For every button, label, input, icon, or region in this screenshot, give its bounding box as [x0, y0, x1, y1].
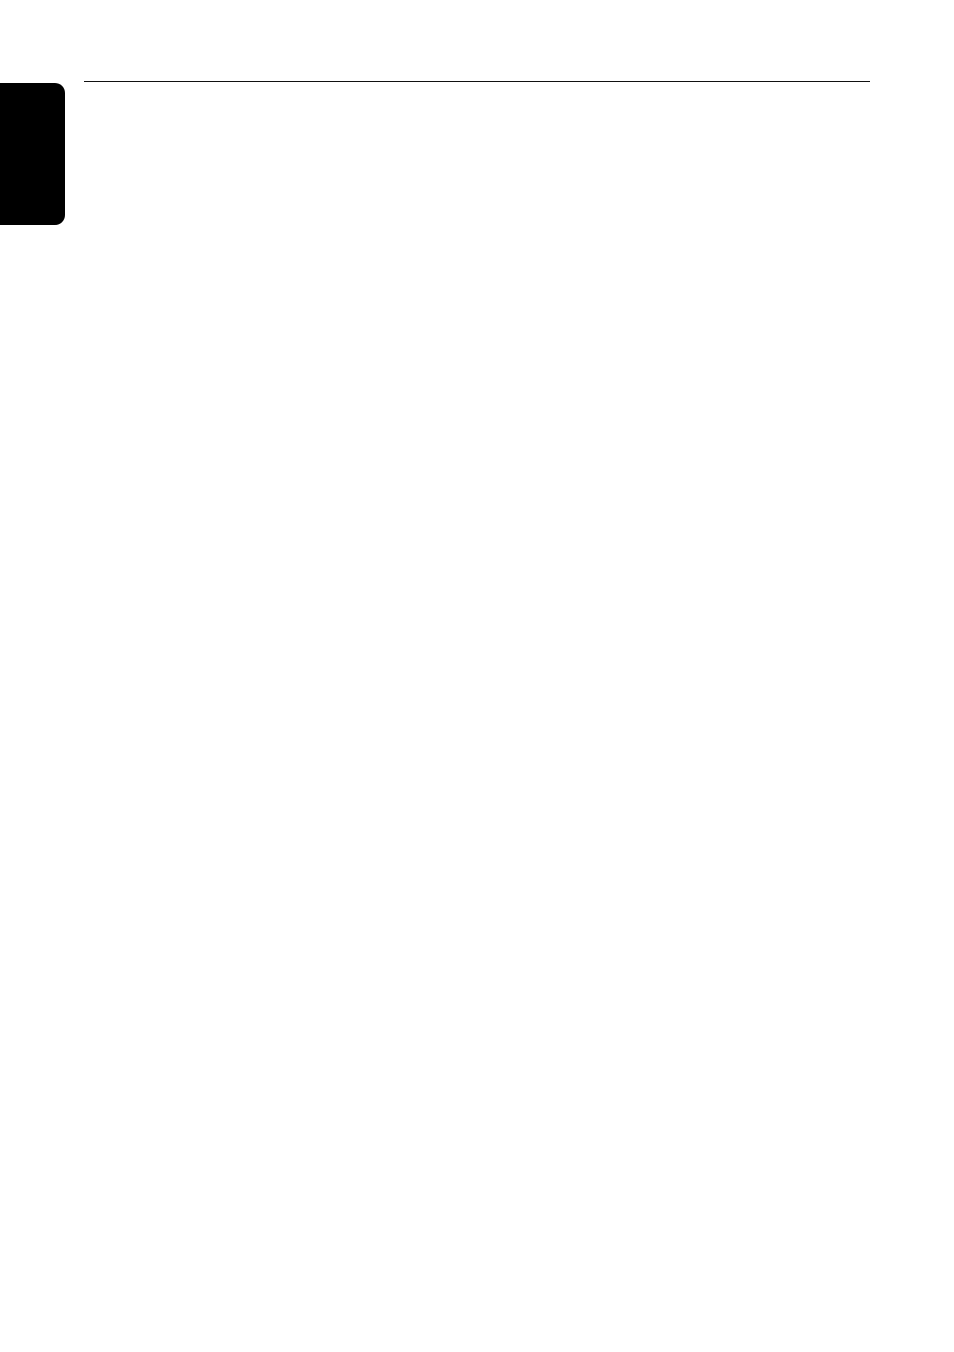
title-rule [84, 81, 870, 82]
language-tab [0, 83, 65, 225]
